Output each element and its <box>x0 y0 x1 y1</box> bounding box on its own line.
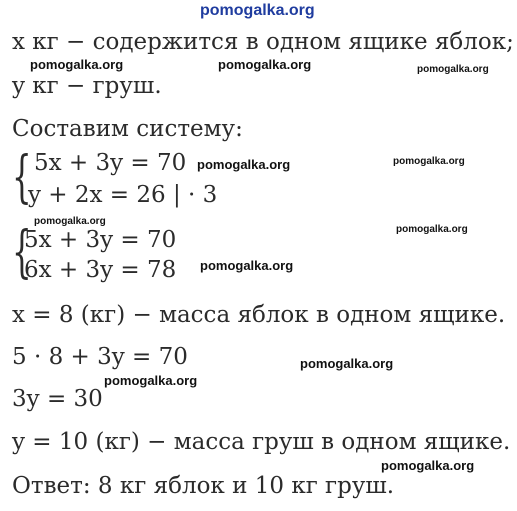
watermark: pomogalka.org <box>417 64 489 75</box>
watermark: pomogalka.org <box>34 216 106 227</box>
line-definition-pears: y кг − груш. <box>12 73 162 99</box>
line-compose-system: Составим систему: <box>12 116 243 142</box>
line-pears-result: y = 10 (кг) − масса груш в одном ящике. <box>12 429 511 455</box>
line-substitution: 5 · 8 + 3y = 70 <box>12 344 188 370</box>
watermark: pomogalka.org <box>393 156 465 167</box>
watermark: pomogalka.org <box>218 57 312 72</box>
system-2-row-1: 5x + 3y = 70 <box>24 227 177 253</box>
watermark: pomogalka.org <box>197 157 291 172</box>
watermark: pomogalka.org <box>396 224 468 235</box>
brace-symbol: { <box>12 145 32 210</box>
watermark: pomogalka.org <box>300 356 394 371</box>
watermark: pomogalka.org <box>381 458 475 473</box>
watermark: pomogalka.org <box>200 258 294 273</box>
watermark: pomogalka.org <box>30 57 124 72</box>
line-apples-result: x = 8 (кг) − масса яблок в одном ящике. <box>12 302 506 328</box>
line-answer: Ответ: 8 кг яблок и 10 кг груш. <box>12 473 395 499</box>
equation-system-1 <box>12 145 272 210</box>
system-1-row-2: y + 2x = 26 | · 3 <box>28 182 218 208</box>
system-1-row-1: 5x + 3y = 70 <box>34 150 187 176</box>
watermark-top: pomogalka.org <box>200 2 315 19</box>
watermark: pomogalka.org <box>104 373 198 388</box>
brace-symbol: { <box>12 220 32 285</box>
line-definition-apples: x кг − содержится в одном ящике яблок; <box>12 29 514 55</box>
system-2-row-2: 6x + 3y = 78 <box>24 257 177 283</box>
line-simplified: 3y = 30 <box>12 386 103 412</box>
